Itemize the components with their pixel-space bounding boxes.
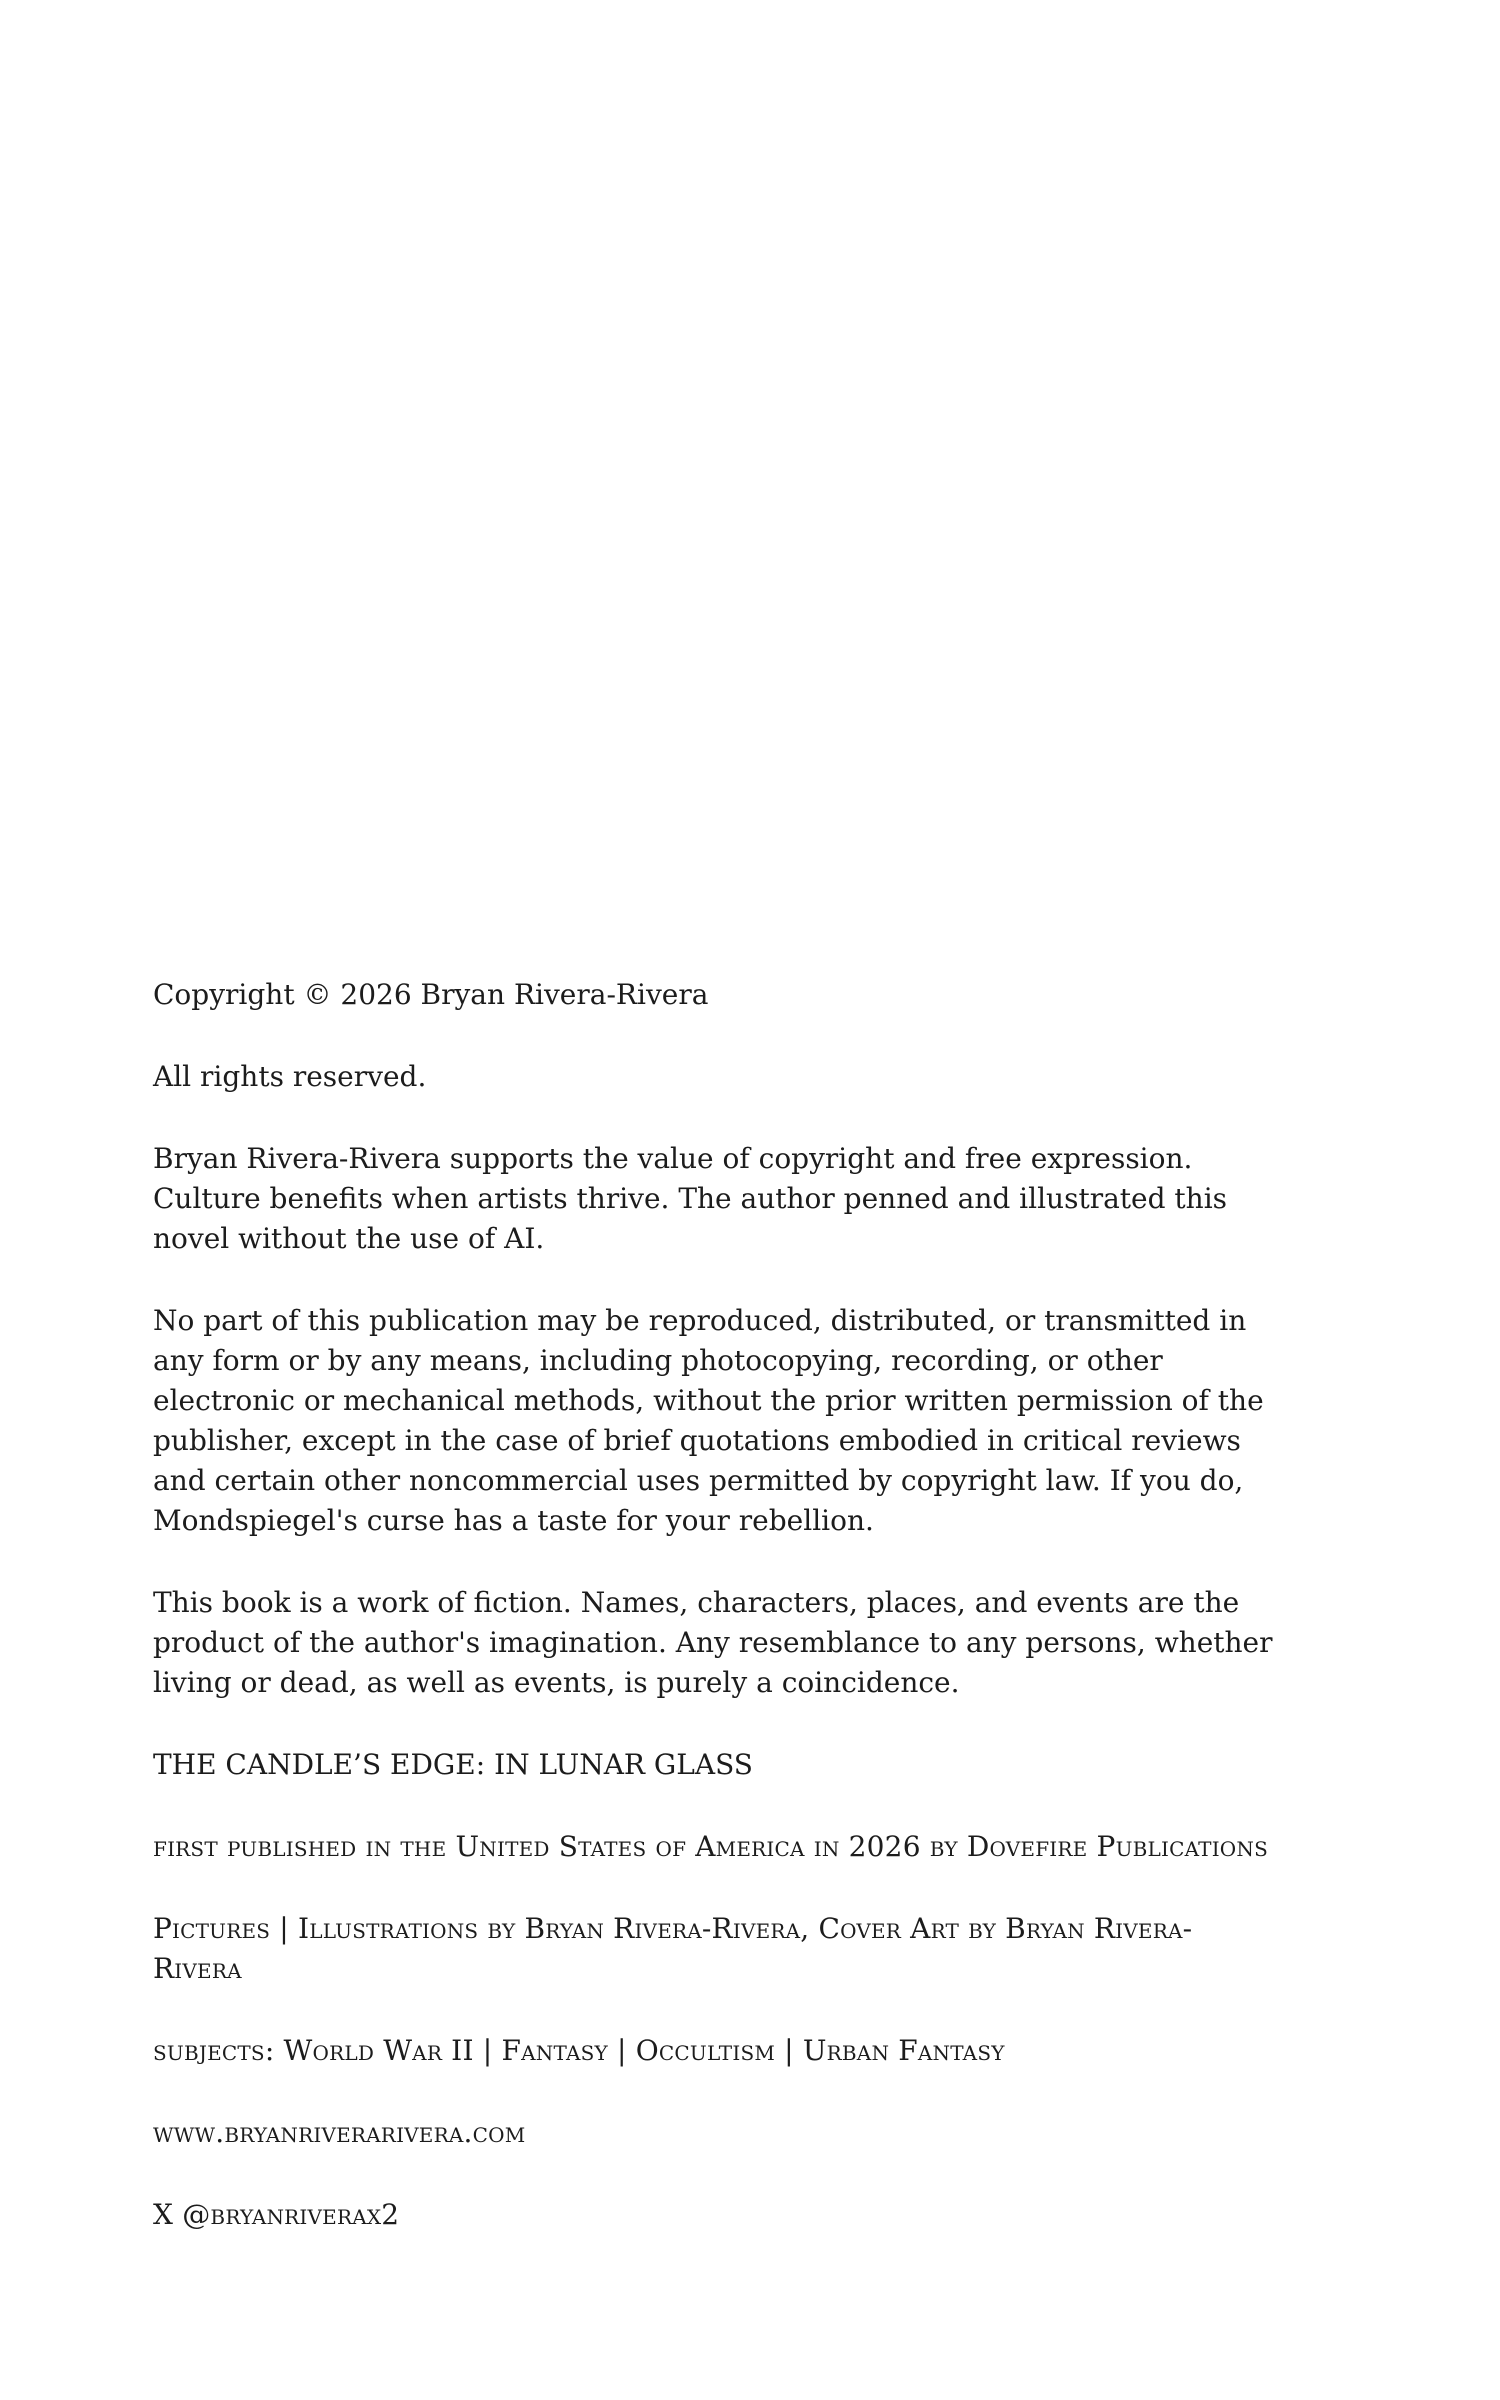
website-link[interactable]: www.bryanriverarivera.com — [153, 2116, 526, 2149]
no-reproduction-notice: No part of this publication may be reproduced, distributed, or transmitted in any form or by any means, including photocopying, recording, or other electronic or mechanical methods, without the prior written permission of the publisher, except in the case of brief quotations embodied in critical reviews and certain other noncommercial uses permitted by copyright law. If you do, Mondspiegel's curse has a taste for your rebellion. — [153, 1304, 1264, 1537]
rights-reserved: All rights reserved. — [153, 1060, 427, 1093]
book-title: THE CANDLE’S EDGE: IN LUNAR GLASS — [153, 1748, 753, 1781]
subjects-line: subjects: World War II | Fantasy | Occultism | Urban Fantasy — [153, 2034, 1005, 2067]
supports-statement: Bryan Rivera-Rivera supports the value of copyright and free expression. Culture benefits when artists thrive. The author penned and illustrated this novel without the use of AI. — [153, 1142, 1228, 1255]
fiction-disclaimer: This book is a work of fiction. Names, characters, places, and events are the product of the author's imagination. Any resemblance to any persons, whether living or dead, as well as events, is purely a coincidence. — [153, 1586, 1273, 1699]
copyright-notice: Copyright © 2026 Bryan Rivera-Rivera — [153, 978, 709, 1011]
credits-line: Pictures | Illustrations by Bryan Rivera-Rivera, Cover Art by Bryan Rivera-Rivera — [153, 1912, 1193, 1985]
x-handle-link[interactable]: X @bryanriverax2 — [153, 2198, 400, 2231]
copyright-page — [153, 975, 1273, 2235]
first-published-line: first published in the United States of America in 2026 by Dovefire Publications — [153, 1830, 1268, 1863]
